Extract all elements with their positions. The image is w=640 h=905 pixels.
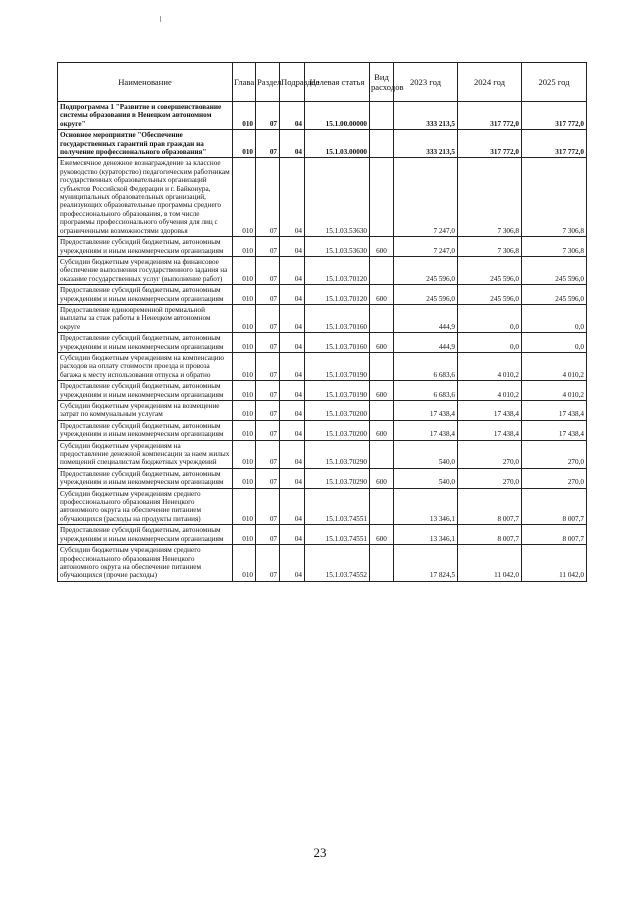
row-value-2024: 7 306,8 (458, 158, 522, 237)
row-value-2023: 17 824,5 (394, 545, 458, 582)
row-name: Предоставление субсидий бюджетным, автономным учреждениям и иным некоммерческим организациям (58, 525, 233, 545)
row-vid: 600 (370, 237, 394, 257)
row-value-2025: 4 010,2 (522, 381, 587, 401)
row-value-2023: 333 213,5 (394, 102, 458, 130)
row-value-2023: 245 596,0 (394, 256, 458, 284)
row-razdel: 07 (256, 525, 280, 545)
row-value-2025: 8 007,7 (522, 525, 587, 545)
row-value-2025: 7 306,8 (522, 158, 587, 237)
table-row (58, 285, 587, 305)
row-glava: 010 (233, 256, 256, 284)
row-value-2024: 270,0 (458, 468, 522, 488)
table-row (58, 525, 587, 545)
row-vid: 600 (370, 525, 394, 545)
table-row (58, 488, 587, 525)
row-value-2025: 245 596,0 (522, 285, 587, 305)
table-row (58, 545, 587, 582)
row-value-2024: 0,0 (458, 333, 522, 353)
row-razdel: 07 (256, 237, 280, 257)
row-podrazdel: 04 (280, 420, 305, 440)
row-name: Предоставление субсидий бюджетным, автономным учреждениям и иным некоммерческим организациям (58, 381, 233, 401)
table-row (58, 333, 587, 353)
row-target: 15.1.03.70200 (305, 401, 370, 421)
row-glava: 010 (233, 440, 256, 468)
row-value-2025: 270,0 (522, 468, 587, 488)
row-glava: 010 (233, 285, 256, 305)
row-target: 15.1.03.70200 (305, 420, 370, 440)
row-target: 15.1.03.53630 (305, 237, 370, 257)
row-value-2024: 17 438,4 (458, 401, 522, 421)
table-row (58, 401, 587, 421)
table-row (58, 440, 587, 468)
row-razdel: 07 (256, 440, 280, 468)
row-podrazdel: 04 (280, 102, 305, 130)
row-value-2025: 4 010,2 (522, 352, 587, 380)
row-value-2024: 8 007,7 (458, 488, 522, 525)
row-value-2024: 4 010,2 (458, 381, 522, 401)
row-razdel: 07 (256, 545, 280, 582)
row-vid (370, 352, 394, 380)
row-vid (370, 102, 394, 130)
header-2023: 2023 год (394, 63, 458, 102)
row-target: 15.1.03.70160 (305, 333, 370, 353)
row-name: Подпрограмма 1 "Развитие и совершенствование системы образования в Ненецком автономном округе" (58, 102, 233, 130)
table-row (58, 237, 587, 257)
row-podrazdel: 04 (280, 158, 305, 237)
row-target: 15.1.03.70290 (305, 468, 370, 488)
row-value-2023: 540,0 (394, 468, 458, 488)
row-value-2025: 7 306,8 (522, 237, 587, 257)
row-value-2024: 17 438,4 (458, 420, 522, 440)
row-podrazdel: 04 (280, 525, 305, 545)
table-row (58, 102, 587, 130)
row-value-2024: 317 772,0 (458, 130, 522, 158)
row-value-2023: 245 596,0 (394, 285, 458, 305)
table-row (58, 304, 587, 332)
row-target: 15.1.03.70190 (305, 352, 370, 380)
row-target: 15.1.00.00000 (305, 102, 370, 130)
budget-table (57, 62, 587, 582)
table-row (58, 256, 587, 284)
table-row (58, 130, 587, 158)
row-podrazdel: 04 (280, 285, 305, 305)
row-razdel: 07 (256, 468, 280, 488)
table-row (58, 468, 587, 488)
row-value-2024: 245 596,0 (458, 285, 522, 305)
table-header-row (58, 63, 587, 102)
row-podrazdel: 04 (280, 237, 305, 257)
row-value-2025: 11 042,0 (522, 545, 587, 582)
row-target: 15.1.03.70290 (305, 440, 370, 468)
row-razdel: 07 (256, 130, 280, 158)
row-glava: 010 (233, 130, 256, 158)
row-name: Субсидии бюджетным учреждениям среднего профессионального образования Ненецкого автономного округа на обеспечение питанием обучающихся (прочие расходы) (58, 545, 233, 582)
row-glava: 010 (233, 352, 256, 380)
table-row (58, 352, 587, 380)
row-value-2023: 444,9 (394, 304, 458, 332)
row-podrazdel: 04 (280, 333, 305, 353)
row-name: Предоставление субсидий бюджетным, автономным учреждениям и иным некоммерческим организациям (58, 237, 233, 257)
row-razdel: 07 (256, 304, 280, 332)
row-name: Предоставление субсидий бюджетным, автономным учреждениям и иным некоммерческим организациям (58, 285, 233, 305)
table-row (58, 420, 587, 440)
row-razdel: 07 (256, 401, 280, 421)
row-value-2024: 8 007,7 (458, 525, 522, 545)
row-glava: 010 (233, 401, 256, 421)
row-target: 15.1.03.74551 (305, 488, 370, 525)
row-glava: 010 (233, 333, 256, 353)
row-razdel: 07 (256, 488, 280, 525)
row-value-2024: 317 772,0 (458, 102, 522, 130)
row-podrazdel: 04 (280, 130, 305, 158)
row-vid (370, 488, 394, 525)
row-razdel: 07 (256, 102, 280, 130)
row-name: Предоставление субсидий бюджетным, автономным учреждениям и иным некоммерческим организациям (58, 420, 233, 440)
table-row (58, 158, 587, 237)
row-razdel: 07 (256, 256, 280, 284)
row-value-2023: 17 438,4 (394, 420, 458, 440)
header-target: Целевая статья (305, 63, 370, 102)
scan-mark (160, 16, 161, 22)
row-podrazdel: 04 (280, 440, 305, 468)
row-podrazdel: 04 (280, 352, 305, 380)
header-name: Наименование (58, 63, 233, 102)
row-value-2023: 333 213,5 (394, 130, 458, 158)
row-podrazdel: 04 (280, 545, 305, 582)
row-value-2024: 7 306,8 (458, 237, 522, 257)
row-razdel: 07 (256, 158, 280, 237)
row-vid: 600 (370, 468, 394, 488)
row-podrazdel: 04 (280, 488, 305, 525)
row-value-2024: 270,0 (458, 440, 522, 468)
row-value-2025: 17 438,4 (522, 420, 587, 440)
row-name: Предоставление субсидий бюджетным, автономным учреждениям и иным некоммерческим организациям (58, 468, 233, 488)
row-value-2023: 7 247,0 (394, 158, 458, 237)
row-value-2025: 317 772,0 (522, 102, 587, 130)
row-target: 15.1.03.70120 (305, 285, 370, 305)
row-glava: 010 (233, 420, 256, 440)
row-glava: 010 (233, 304, 256, 332)
row-razdel: 07 (256, 285, 280, 305)
row-target: 15.1.03.70120 (305, 256, 370, 284)
row-name: Предоставление единовременной премиальной выплаты за стаж работы в Ненецком автономном округе (58, 304, 233, 332)
row-value-2023: 6 683,6 (394, 352, 458, 380)
row-value-2025: 8 007,7 (522, 488, 587, 525)
header-razdel: Раздел (256, 63, 280, 102)
row-value-2025: 245 596,0 (522, 256, 587, 284)
row-value-2024: 4 010,2 (458, 352, 522, 380)
row-glava: 010 (233, 381, 256, 401)
row-vid: 600 (370, 285, 394, 305)
row-name: Основное мероприятие "Обеспечение государственных гарантий прав граждан на получение профессионального образования" (58, 130, 233, 158)
row-target: 15.1.03.70160 (305, 304, 370, 332)
row-podrazdel: 04 (280, 401, 305, 421)
row-name: Предоставление субсидий бюджетным, автономным учреждениям и иным некоммерческим организациям (58, 333, 233, 353)
header-2024: 2024 год (458, 63, 522, 102)
row-razdel: 07 (256, 352, 280, 380)
row-target: 15.1.03.00000 (305, 130, 370, 158)
row-glava: 010 (233, 545, 256, 582)
row-glava: 010 (233, 488, 256, 525)
row-vid (370, 256, 394, 284)
row-vid (370, 440, 394, 468)
table-body (58, 102, 587, 582)
row-name: Субсидии бюджетным учреждениям на предоставление денежной компенсации за наем жилых помещений специалистам бюджетных учреждений (58, 440, 233, 468)
row-vid: 600 (370, 333, 394, 353)
row-target: 15.1.03.74552 (305, 545, 370, 582)
row-razdel: 07 (256, 333, 280, 353)
row-podrazdel: 04 (280, 381, 305, 401)
row-podrazdel: 04 (280, 468, 305, 488)
row-name: Субсидии бюджетным учреждениям на компенсацию расходов на оплату стоимости проезда и провоза багажа к месту использования отпуска и обратно (58, 352, 233, 380)
row-glava: 010 (233, 525, 256, 545)
row-value-2025: 17 438,4 (522, 401, 587, 421)
row-glava: 010 (233, 102, 256, 130)
row-glava: 010 (233, 237, 256, 257)
row-name: Субсидии бюджетным учреждениям на финансовое обеспечение выполнения государственного задания на оказание государственных услуг (выполнение работ) (58, 256, 233, 284)
row-value-2023: 17 438,4 (394, 401, 458, 421)
row-value-2023: 13 346,1 (394, 525, 458, 545)
row-value-2025: 0,0 (522, 333, 587, 353)
row-vid (370, 545, 394, 582)
row-podrazdel: 04 (280, 304, 305, 332)
table-row (58, 381, 587, 401)
header-vid: Вид расходов (370, 63, 394, 102)
row-value-2023: 7 247,0 (394, 237, 458, 257)
row-name: Ежемесячное денежное вознаграждение за классное руководство (кураторство) педагогическим работникам государственных образовательных организаций субъектов Российской Федерации и г. Байконура, муниципальных образовательных организаций, реализующих образовательные программы среднего профессионального образования, в том числе программы профессионального обучения для лиц с ограниченными возможностями здоровья (58, 158, 233, 237)
row-value-2025: 270,0 (522, 440, 587, 468)
row-value-2025: 317 772,0 (522, 130, 587, 158)
row-razdel: 07 (256, 420, 280, 440)
row-value-2024: 245 596,0 (458, 256, 522, 284)
header-2025: 2025 год (522, 63, 587, 102)
row-target: 15.1.03.53630 (305, 158, 370, 237)
row-value-2023: 13 346,1 (394, 488, 458, 525)
row-vid: 600 (370, 381, 394, 401)
row-vid (370, 158, 394, 237)
row-name: Субсидии бюджетным учреждениям среднего профессионального образования Ненецкого автономного округа на обеспечение питанием обучающихся (расходы на продукты питания) (58, 488, 233, 525)
row-value-2023: 444,9 (394, 333, 458, 353)
row-value-2023: 6 683,6 (394, 381, 458, 401)
row-value-2023: 540,0 (394, 440, 458, 468)
row-glava: 010 (233, 468, 256, 488)
row-value-2024: 11 042,0 (458, 545, 522, 582)
row-value-2025: 0,0 (522, 304, 587, 332)
row-razdel: 07 (256, 381, 280, 401)
row-target: 15.1.03.74551 (305, 525, 370, 545)
row-target: 15.1.03.70190 (305, 381, 370, 401)
row-vid (370, 304, 394, 332)
header-glava: Глава (233, 63, 256, 102)
page-number: 23 (313, 845, 327, 860)
row-value-2024: 0,0 (458, 304, 522, 332)
row-name: Субсидии бюджетным учреждениям на возмещение затрат по коммунальным услугам (58, 401, 233, 421)
row-vid (370, 130, 394, 158)
row-vid (370, 401, 394, 421)
row-vid: 600 (370, 420, 394, 440)
header-podrazdel: Подраздел (280, 63, 305, 102)
row-podrazdel: 04 (280, 256, 305, 284)
row-glava: 010 (233, 158, 256, 237)
